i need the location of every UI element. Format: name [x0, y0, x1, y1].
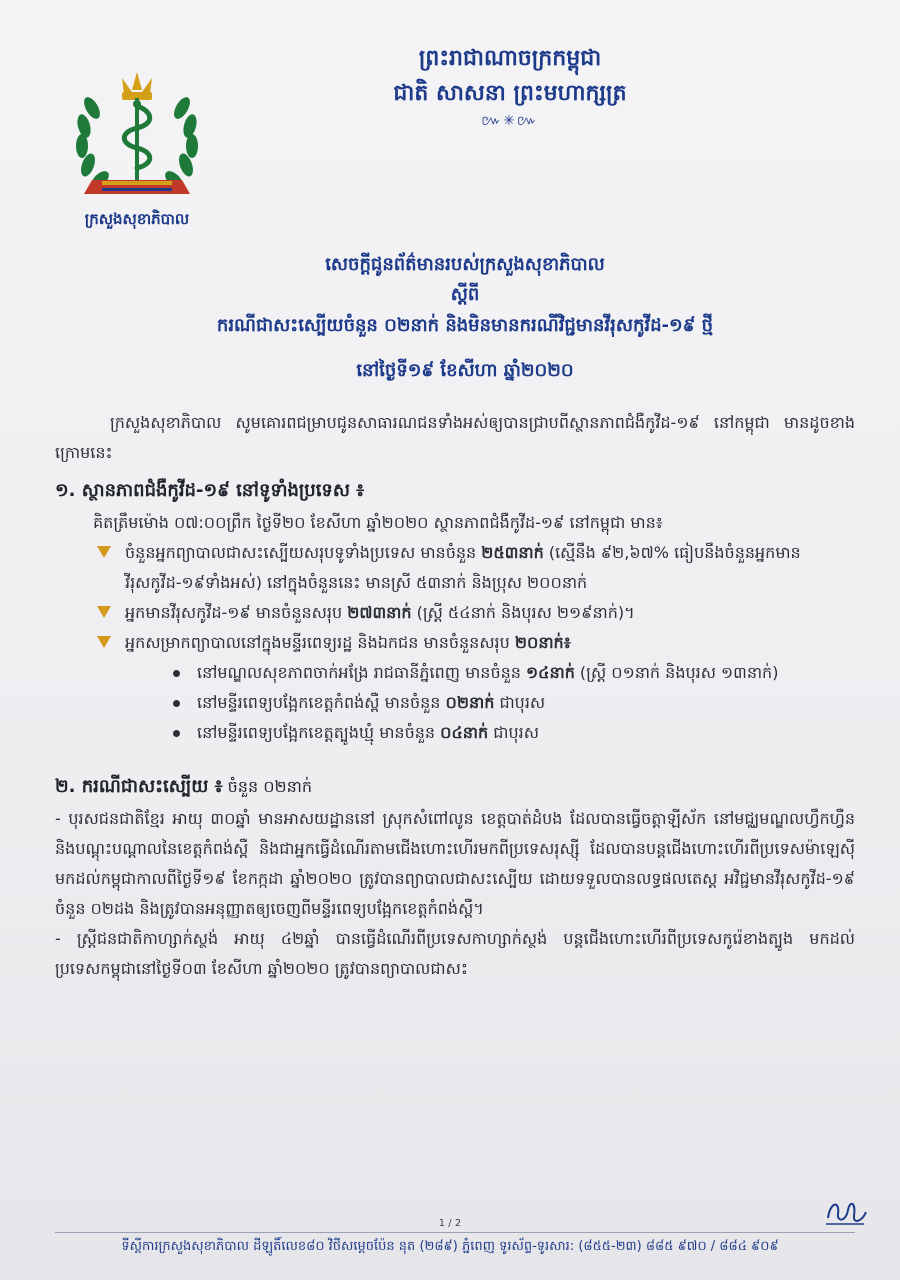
list-item [97, 628, 855, 658]
bullet-text: ជាបុរស [488, 723, 539, 742]
section-1-bullets [55, 538, 855, 658]
bullet-text: (ស្ត្រី ៥៤នាក់ និងបុរស ២១៩នាក់)។ [411, 603, 635, 622]
page-number: 1 / 2 [438, 1218, 462, 1229]
bullet-bold: ២៥៣នាក់ [481, 543, 544, 562]
kingdom-title: ព្រះរាជាណាចក្រកម្ពុជា [418, 46, 602, 71]
ministry-emblem-icon [62, 68, 212, 208]
document-body [55, 408, 855, 984]
bullet-bold: ២០នាក់៖ [514, 633, 571, 652]
footer-divider [55, 1232, 855, 1233]
dot-bullet-icon [173, 670, 180, 677]
title-line-3: ករណីជាសះស្បើយចំនួន ០២នាក់ និងមិនមានករណីវិជ្ជមានវីរុសកូវីដ-១៩ ថ្មី [216, 315, 714, 336]
list-item [97, 538, 855, 598]
footer-address: ទីស្តីការក្រសួងសុខាភិបាល ដីឡូតិ៍លេខ៨០ វិថីសម្តេចប៉ែន នុត (២៨៩) ភ្នំពេញ ទូរស័ព្ទ-ទូរសារ: (៨៥៥-២៣) ៨៨៥ ៩៧០ / ៨៨៤ ៩០៩ [121, 1239, 779, 1254]
section-1-heading: ១. ស្ថានភាពជំងឺកូវីដ-១៩ នៅទូទាំងប្រទេស ៖ [55, 480, 365, 501]
document-title [120, 250, 810, 386]
title-line-1: សេចក្តីជូនព័ត៌មានរបស់ក្រសួងសុខាភិបាល [325, 254, 605, 275]
title-date: នៅថ្ងៃទី១៩ ខែសីហា ឆ្នាំ២០២០ [356, 360, 574, 381]
bullet-text: អ្នកមានវីរុសកូវីដ-១៩ មានចំនួនសរុប [125, 603, 348, 622]
section-2-heading-count: ចំនួន ០២នាក់ [222, 777, 313, 796]
list-item [97, 598, 855, 628]
bullet-bold: ០៤នាក់ [440, 723, 489, 742]
recovered-case-1: - បុរសជនជាតិខ្មែរ អាយុ ៣០ឆ្នាំ មានអាសយដ្ឋាននៅ ស្រុកសំពៅលូន ខេត្តបាត់ដំបង ដែលបានធ្វើចត្តាឡីស័ក នៅមជ្ឈមណ្ឌលហ្វឹកហ្វឺន និងបណ្តុះបណ្តាលនៃខេត្តកំពង់ស្ពឺ និងជាអ្នកធ្វើដំណើរតាមជើងហោះហើរមកពីប្រទេសរុស្ស៊ី ដែលបានបន្តជើងហោះហើរពីប្រទេសម៉ាឡេស៊ី មកដល់កម្ពុជាកាលពីថ្ងៃទី១៩ ខែកក្កដា ឆ្នាំ២០២០ ត្រូវបានព្យាបាលជាសះស្បើយ ដោយទទួលបានលទ្ធផលតេស្ត អវិជ្ជមានវីរុសកូវីដ-១៩ ចំនួន ០២ដង និងត្រូវបានអនុញ្ញាតឲ្យចេញពីមន្ទីរពេទ្យបង្អែកខេត្តកំពង់ស្ពឺ។ [55, 809, 855, 918]
bullet-text: (ស្ត្រី ០១នាក់ និងបុរស ១៣នាក់) [574, 663, 779, 682]
dot-bullet-icon [173, 730, 180, 737]
section-2-heading-bold: ២. ករណីជាសះស្បើយ ៖ [55, 776, 223, 797]
triangle-bullet-icon [97, 606, 111, 618]
ornament: ៚✳៚ [481, 113, 539, 129]
section-1-lead: គិតត្រឹមម៉ោង ០៧:០០ព្រឹក ថ្ងៃទី២០ ខែសីហា ឆ្នាំ២០២០ ស្ថានភាពជំងឺកូវីដ-១៩ នៅកម្ពុជា មាន៖ [93, 513, 663, 532]
recovered-case-2: - ស្ត្រីជនជាតិកាហ្សាក់ស្ថង់ អាយុ ៤២ឆ្នាំ បានធ្វើដំណើរពីប្រទេសកាហ្សាក់ស្ថង់ បន្តជើងហោះហើរពីប្រទេសកូរ៉េខាងត្បូង មកដល់ប្រទេសកម្ពុជានៅថ្ងៃទី០៣ ខែសីហា ឆ្នាំ២០២០ ត្រូវបានព្យាបាលជាសះ [55, 929, 855, 978]
bullet-bold: ០២នាក់ [445, 693, 495, 712]
bullet-text: នៅមណ្ឌលសុខភាពចាក់អង្រែ រាជធានីភ្នំពេញ មានចំនួន [197, 663, 527, 682]
bullet-bold: ២៧៣នាក់ [347, 603, 412, 622]
bullet-text: នៅមន្ទីរពេទ្យបង្អែកខេត្តត្បូងឃ្មុំ មានចំនួន [197, 723, 441, 742]
list-item [173, 658, 855, 688]
list-item [173, 718, 855, 748]
bullet-text: ចំនួនអ្នកព្យាបាលជាសះស្បើយសរុបទូទាំងប្រទេស មានចំនួន [125, 543, 482, 562]
intro-paragraph: ក្រសួងសុខាភិបាល សូមគោរពជម្រាបជូនសាធារណជនទាំងអស់ឲ្យបានជ្រាបពីស្ថានភាពជំងឺកូវីដ-១៩ នៅកម្ពុជា មានដូចខាងក្រោមនេះ [55, 413, 855, 462]
bullet-text: ជាបុរស [494, 693, 546, 712]
section-2-heading [55, 772, 855, 802]
title-line-2: ស្តីពី [450, 284, 480, 305]
national-motto [300, 42, 720, 130]
triangle-bullet-icon [97, 546, 111, 558]
bullet-text: អ្នកសម្រាកព្យាបាលនៅក្នុងមន្ទីរពេទ្យរដ្ឋ និងឯកជន មានចំនួនសរុប [125, 633, 515, 652]
bullet-bold: ១៤នាក់ [526, 663, 575, 682]
list-item [173, 688, 855, 718]
nation-religion-king: ជាតិ សាសនា ព្រះមហាក្សត្រ [393, 81, 627, 106]
hospital-sub-bullets [55, 658, 855, 748]
ministry-name: ក្រសួងសុខាភិបាល [84, 210, 190, 228]
bullet-text: (ស្មើនឹង ៩២,៦៧% ធៀបនឹងចំនួនអ្នកមានវីរុសកូវីដ-១៩ទាំងអស់) នៅក្នុងចំនួននេះ មានស្រី ៥៣នាក់ និងប្រុស ២០០នាក់ [125, 543, 801, 592]
triangle-bullet-icon [97, 636, 111, 648]
bullet-text: នៅមន្ទីរពេទ្យបង្អែកខេត្តកំពង់ស្ពឺ មានចំនួន [197, 693, 446, 712]
ministry-logo [62, 68, 212, 233]
dot-bullet-icon [173, 700, 180, 707]
